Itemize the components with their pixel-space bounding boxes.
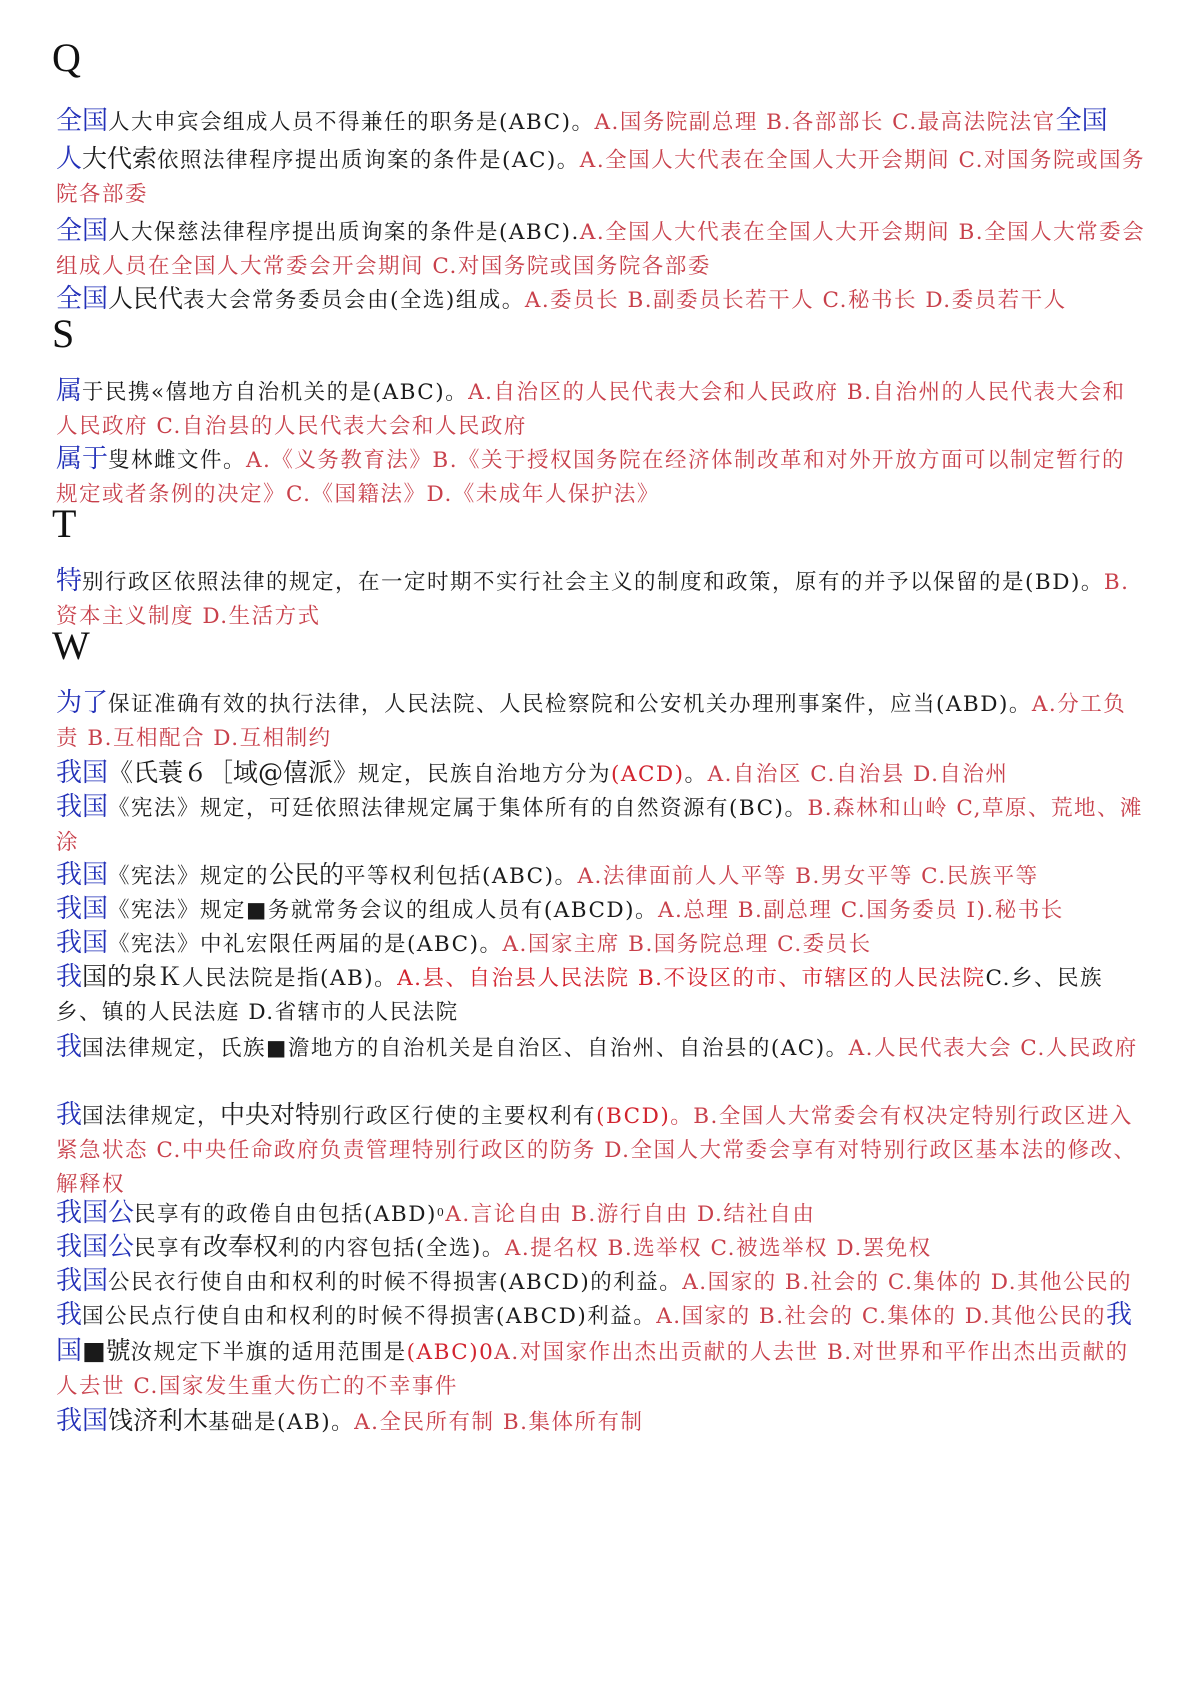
entry-body: 《宪法》中礼宏限任两届的是(ABC)。	[108, 932, 503, 957]
entry-body: 民享有	[134, 1236, 204, 1261]
entry-answer: A.言论自由 B.游行自由 D.结社自由	[445, 1202, 816, 1227]
entry-lead: 我国	[56, 928, 109, 958]
entry-lead: 我	[56, 962, 83, 992]
entry-answer: A.对国家作出杰出贡献的人去世 B.对世界和平作出杰出贡献的人去世 C.国家发生重大伤亡的不幸事件	[56, 1340, 1129, 1399]
question-entry	[56, 858, 1146, 894]
entry-answer: A.自治区 C.自治县 D.自治州	[707, 762, 1009, 787]
question-entry	[56, 1334, 1146, 1404]
entry-body: 人民法院是指(AB)。	[182, 966, 398, 991]
entry-lead: 我国	[56, 1266, 109, 1296]
entry-body: 民享有的政倦自由包括(ABD)	[134, 1202, 437, 1227]
entry-lead: 全国	[56, 216, 109, 246]
question-entry	[56, 564, 1146, 634]
entry-answer: A.全国人大代表在全国人大开会期间 B.全国人大常委会组成人员在全国人大常委会开会期间 C.对国务院或国务院各部委	[56, 220, 1146, 279]
question-entry	[56, 756, 1146, 792]
entry-body-continued: 别行政区行使的主要权利有	[320, 1104, 597, 1129]
entry-body: 表大会常务委员会由(全选)组成。	[183, 288, 525, 313]
entry-answer-highlight: A.县、自治县人民法院 B.不设区的市、市辖区的人民法院	[397, 966, 986, 991]
entry-body: 基础是(AB)。	[208, 1410, 355, 1435]
entry-body: 《宪法》规定的	[108, 864, 270, 889]
entry-lead-tail: 我	[1106, 1300, 1133, 1330]
entry-answer: A.人民代表大会 C.人民政府	[848, 1036, 1138, 1061]
entry-lead: 全国	[56, 106, 109, 136]
entry-body: 国法律规定，氏族■澹地方的自治机关是自治区、自治州、自治县的(AC)。	[82, 1036, 849, 1061]
entry-body: 国法律规定，	[82, 1104, 221, 1129]
entry-lead: 我国	[56, 792, 109, 822]
entry-answer: A.分工负责 B.互相配合 D.互相制约	[56, 692, 1127, 751]
entry-lead: 我国	[56, 1406, 109, 1436]
entry-lead: 为了	[56, 688, 109, 718]
entry-lead: 我	[56, 1300, 83, 1330]
entry-emphasis: ■號	[82, 1336, 131, 1365]
entry-lead: 特	[56, 566, 83, 596]
entry-body: 《宪法》规定■务就常务会议的组成人员有(ABCD)。	[108, 898, 659, 923]
entry-body: 保证准确有效的执行法律，人民法院、人民检察院和公安机关办理刑事案件，应当(ABD)。	[108, 692, 1032, 717]
entry-answer: B.资本主义制度 D.生活方式	[56, 570, 1130, 629]
entry-lead: 我国公	[56, 1198, 135, 1228]
entry-answer: A.自治区的人民代表大会和人民政府 B.自治州的人民代表大会和人民政府 C.自治县的人民代表大会和人民政府	[56, 380, 1126, 439]
question-entry	[56, 214, 1146, 284]
entry-answer: A.《义务教育法》B.《关于授权国务院在经济体制改革和对外开放方面可以制定暂行的规定或者条例的决定》C.《国籍法》D.《未成年人保护法》	[56, 448, 1126, 507]
entry-body-continued: 利的内容包括(全选)。	[278, 1236, 505, 1261]
entry-lead: 人	[56, 144, 83, 174]
entry-answer: A.国家主席 B.国务院总理 C.委员长	[502, 932, 872, 957]
entry-body: 《宪法》规定，可廷依照法律规定属于集体所有的自然资源有(BC)。	[108, 796, 808, 821]
entry-lead-tail: 全国	[1055, 106, 1108, 136]
question-entry	[56, 1098, 1146, 1202]
question-entry	[56, 374, 1146, 444]
entry-lead: 我国	[56, 894, 109, 924]
entry-answer: A.总理 B.副总理 C.国务委员 I).秘书长	[658, 898, 1064, 923]
question-entry	[56, 1196, 1146, 1232]
section-letter-s: S	[52, 311, 75, 356]
question-entry	[56, 142, 1146, 212]
entry-body: 人大申宾会组成人员不得兼任的职务是(ABC)。	[108, 110, 595, 135]
section-letter-w: W	[52, 623, 90, 668]
entry-lead: 我国	[56, 860, 109, 890]
entry-emphasis: 公民的	[269, 860, 345, 889]
entry-body: 人大保慈法律程序提出质询案的条件是(ABC).	[108, 220, 580, 245]
entry-lead: 国	[56, 1336, 83, 1366]
question-entry	[56, 892, 1146, 928]
question-entry	[56, 1230, 1146, 1266]
entry-lead: 我国公	[56, 1232, 135, 1262]
entry-answer: B.森林和山岭 C,草原、荒地、滩涂	[56, 796, 1143, 855]
entry-stray-mark: 0	[436, 1206, 446, 1219]
entry-lead: 我国	[56, 758, 109, 788]
entry-emphasis: 《氏蓑６［域@僖派》	[108, 758, 359, 787]
entry-answer: A.国家的 B.社会的 C.集体的 D.其他公民的	[682, 1270, 1133, 1295]
question-entry	[56, 686, 1146, 756]
entry-emphasis: 改奉权	[203, 1232, 279, 1261]
entry-emphasis: 饯济利木	[108, 1406, 209, 1435]
entry-answer-highlight: (ABC)0	[406, 1340, 495, 1365]
entry-body: 汝规定下半旗的适用范围是	[130, 1340, 407, 1365]
question-entry	[56, 1264, 1146, 1300]
entry-answer: A.国家的 B.社会的 C.集体的 D.其他公民的	[656, 1304, 1107, 1329]
entry-body-continued: 平等权利包括(ABC)。	[344, 864, 578, 889]
entry-lead: 我	[56, 1032, 83, 1062]
entry-answer: A.法律面前人人平等 B.男女平等 C.民族平等	[577, 864, 1039, 889]
entry-lead: 全国	[56, 284, 109, 314]
question-entry	[56, 282, 1146, 318]
entry-emphasis: 人民代	[108, 284, 184, 313]
question-entry	[56, 1298, 1146, 1334]
question-entry	[56, 960, 1146, 1030]
question-entry	[56, 926, 1146, 962]
question-entry	[56, 1030, 1146, 1066]
entry-answer: A.国务院副总理 B.各部部长 C.最高法院法官	[594, 110, 1056, 135]
question-entry	[56, 104, 1146, 140]
entry-emphasis: 国的泉Ｋ	[82, 962, 183, 991]
entry-lead: 属	[56, 376, 83, 406]
entry-answer: A.委员长 B.副委员长若干人 C.秘书长 D.委员若干人	[524, 288, 1067, 313]
entry-answer: A.全国人大代表在全国人大开会期间 C.对国务院或国务院各部委	[56, 148, 1146, 207]
section-letter-q: Q	[52, 35, 81, 80]
entry-body-continued: 。	[684, 762, 708, 787]
entry-body: 规定，民族自治地方分为	[358, 762, 612, 787]
entry-body: 于民携«僖地方自治机关的是(ABC)。	[82, 380, 469, 405]
entry-answer-highlight: (BCD)	[596, 1104, 671, 1129]
entry-body: 叟林雌文件。	[108, 448, 247, 473]
entry-emphasis: 大代索	[82, 144, 158, 173]
entry-answer-highlight: (ACD)	[611, 762, 685, 787]
section-letter-t: T	[52, 501, 77, 546]
entry-body-continued: C.乡、民族乡、镇的人民法庭 D.省辖市的人民法院	[56, 966, 1104, 1025]
question-entry	[56, 790, 1146, 860]
question-entry	[56, 1404, 1146, 1440]
entry-emphasis: 中央对特	[220, 1100, 321, 1129]
entry-answer: A.提名权 B.选举权 C.被选举权 D.罢免权	[504, 1236, 932, 1261]
entry-lead: 属于	[56, 444, 109, 474]
entry-answer: A.全民所有制 B.集体所有制	[354, 1410, 644, 1435]
entry-body: 别行政区依照法律的规定，在一定时期不实行社会主义的制度和政策，原有的并予以保留的是(BD)。	[82, 570, 1104, 595]
entry-body: 国公民点行使自由和权利的时候不得损害(ABCD)利益。	[82, 1304, 657, 1329]
entry-answer: 。B.全国人大常委会有权决定特别行政区进入紧急状态 C.中央任命政府负责管理特别行政区的防务 D.全国人大常委会享有对特别行政区基本法的修改、解释权	[56, 1104, 1137, 1197]
question-entry	[56, 442, 1146, 512]
entry-body: 依照法律程序提出质询案的条件是(AC)。	[157, 148, 580, 173]
entry-body: 公民衣行使自由和权利的时候不得损害(ABCD)的利益。	[108, 1270, 683, 1295]
entry-lead: 我	[56, 1100, 83, 1130]
